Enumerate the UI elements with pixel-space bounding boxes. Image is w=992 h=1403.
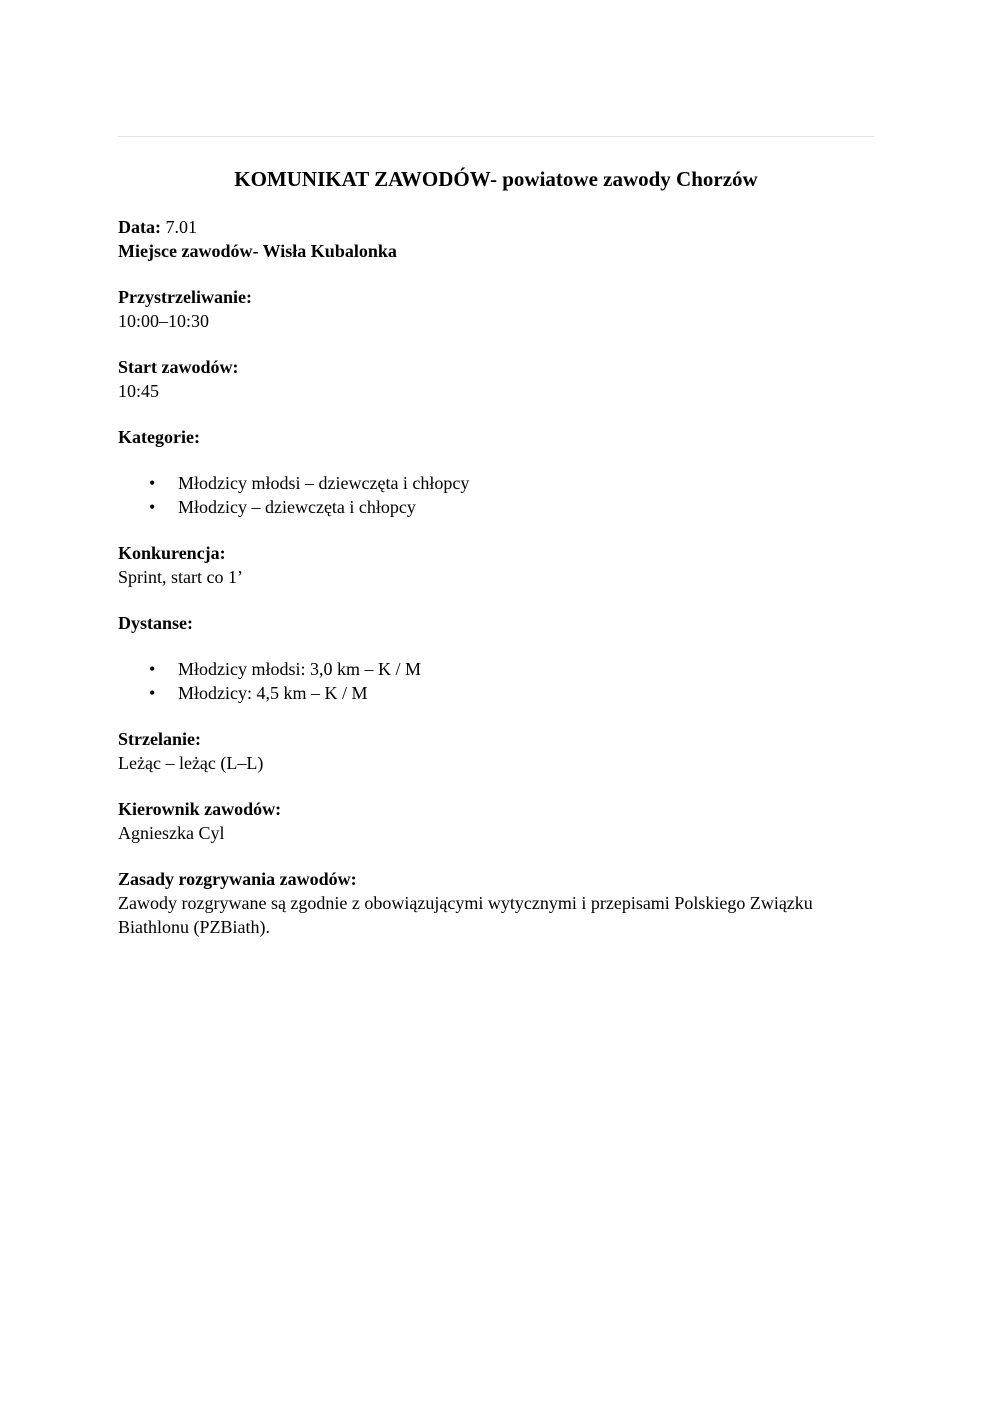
shooting-value: Leżąc – leżąc (L–L) [118, 753, 264, 773]
bullet-icon: • [149, 683, 156, 703]
start-value: 10:45 [118, 381, 160, 401]
shooting-label: Strzelanie: [118, 729, 201, 749]
distances-label: Dystanse: [118, 613, 193, 633]
distances-list [118, 657, 874, 705]
bullet-icon: • [149, 473, 156, 493]
top-divider [118, 136, 874, 137]
practice-value: 10:00–10:30 [118, 311, 210, 331]
document-body [118, 165, 874, 939]
list-item [118, 495, 874, 519]
venue-line: Miejsce zawodów- Wisła Kubalonka [118, 241, 397, 261]
director-label: Kierownik zawodów: [118, 799, 282, 819]
director-value: Agnieszka Cyl [118, 823, 225, 843]
list-item [118, 681, 874, 705]
list-item [118, 471, 874, 495]
start-label: Start zawodów: [118, 357, 239, 377]
rules-value: Zawody rozgrywane są zgodnie z obowiązującymi wytycznymi i przepisami Polskiego Związku Biathlonu (PZBiath). [118, 893, 813, 937]
rules-label: Zasady rozgrywania zawodów: [118, 869, 357, 889]
title-bold: KOMUNIKAT ZAWODÓW [234, 167, 490, 191]
bullet-icon: • [149, 659, 156, 679]
competition-value: Sprint, start co 1’ [118, 567, 243, 587]
category-item-text: Młodzicy – dziewczęta i chłopcy [178, 497, 416, 517]
bullet-icon: • [149, 497, 156, 517]
list-item [118, 657, 874, 681]
category-item-text: Młodzicy młodsi – dziewczęta i chłopcy [178, 473, 470, 493]
competition-label: Konkurencja: [118, 543, 226, 563]
categories-label: Kategorie: [118, 427, 200, 447]
title-rest: - powiatowe zawody Chorzów [489, 167, 758, 191]
date-value: 7.01 [161, 217, 197, 237]
distance-item-text: Młodzicy młodsi: 3,0 km – K / M [178, 659, 421, 679]
date-line [118, 215, 874, 239]
date-label: Data: [118, 217, 161, 237]
document-title [118, 165, 874, 193]
practice-label: Przystrzeliwanie: [118, 287, 252, 307]
categories-list [118, 471, 874, 519]
distance-item-text: Młodzicy: 4,5 km – K / M [178, 683, 368, 703]
